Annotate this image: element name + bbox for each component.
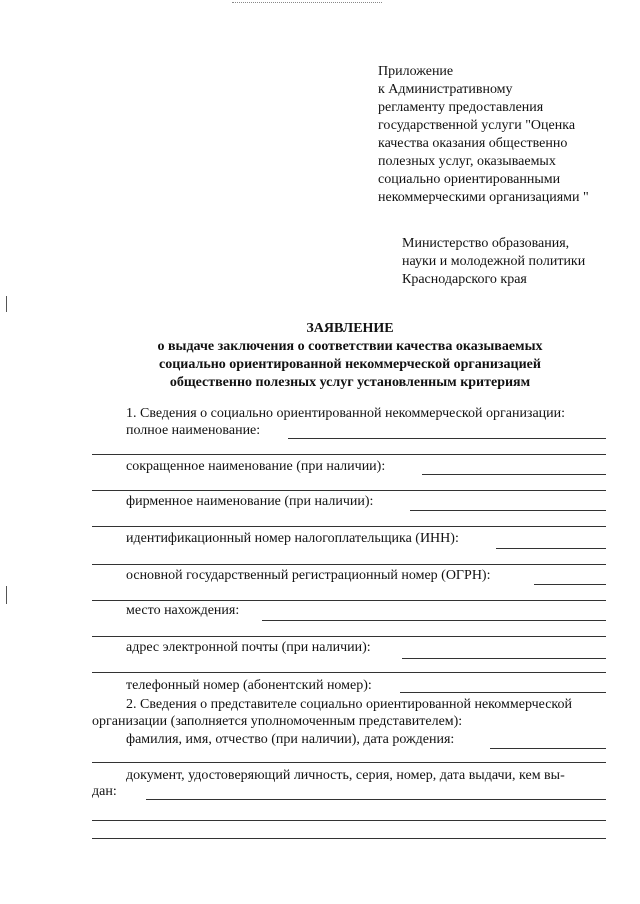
appendix-line: регламенту предоставления bbox=[378, 100, 544, 115]
id-doc-label-continuation: дан: bbox=[92, 784, 117, 799]
inn-label: идентификационный номер налогоплательщика (ИНН): bbox=[126, 531, 459, 546]
appendix-line: качества оказания общественно bbox=[378, 136, 568, 151]
location-label: место нахождения: bbox=[126, 603, 240, 618]
inn-field[interactable] bbox=[496, 548, 606, 549]
addressee-line: науки и молодежной политики bbox=[402, 254, 586, 269]
full-name-continuation-field[interactable] bbox=[92, 454, 606, 455]
location-field[interactable] bbox=[262, 620, 606, 621]
addressee-line: Министерство образования, bbox=[402, 236, 570, 251]
firm-name-continuation-field[interactable] bbox=[92, 526, 606, 527]
appendix-line: государственной услуги "Оценка bbox=[378, 118, 576, 133]
id-doc-continuation-field[interactable] bbox=[92, 820, 606, 821]
ogrn-continuation-field[interactable] bbox=[92, 600, 606, 601]
email-label: адрес электронной почты (при наличии): bbox=[126, 640, 371, 655]
appendix-line: Приложение bbox=[378, 64, 454, 79]
phone-label: телефонный номер (абонентский номер): bbox=[126, 678, 372, 693]
email-continuation-field[interactable] bbox=[92, 672, 606, 673]
scan-top-artifact bbox=[232, 2, 382, 3]
full-name-field[interactable] bbox=[288, 438, 606, 439]
email-field[interactable] bbox=[402, 658, 606, 659]
appendix-line: полезных услуг, оказываемых bbox=[378, 154, 556, 169]
short-name-continuation-field[interactable] bbox=[92, 490, 606, 491]
firm-name-field[interactable] bbox=[410, 510, 606, 511]
appendix-line: к Административному bbox=[378, 82, 513, 97]
appendix-line: некоммерческими организациями " bbox=[378, 190, 589, 205]
scan-margin-mark bbox=[6, 296, 7, 312]
document-subtitle-line: о выдаче заключения о соответствии качества оказываемых bbox=[157, 339, 543, 354]
id-doc-continuation-field[interactable] bbox=[92, 838, 606, 839]
addressee-line: Краснодарского края bbox=[402, 272, 527, 287]
document-title: ЗАЯВЛЕНИЕ bbox=[306, 321, 394, 336]
inn-continuation-field[interactable] bbox=[92, 564, 606, 565]
rep-name-label: фамилия, имя, отчество (при наличии), дата рождения: bbox=[126, 732, 455, 747]
document-subtitle-line: общественно полезных услуг установленным критериям bbox=[169, 375, 531, 390]
ogrn-label: основной государственный регистрационный номер (ОГРН): bbox=[126, 568, 491, 583]
id-doc-label: документ, удостоверяющий личность, серия, номер, дата выдачи, кем вы- bbox=[126, 768, 565, 783]
document-subtitle-line: социально ориентированной некоммерческой организацией bbox=[159, 357, 541, 372]
section2-heading-continuation: организации (заполняется уполномоченным представителем): bbox=[92, 714, 463, 729]
location-continuation-field[interactable] bbox=[92, 636, 606, 637]
firm-name-label: фирменное наименование (при наличии): bbox=[126, 494, 374, 509]
full-name-label: полное наименование: bbox=[126, 423, 261, 438]
rep-name-continuation-field[interactable] bbox=[92, 762, 606, 763]
section1-heading: 1. Сведения о социально ориентированной некоммерческой организации: bbox=[126, 406, 566, 421]
short-name-field[interactable] bbox=[422, 474, 606, 475]
ogrn-field[interactable] bbox=[534, 584, 606, 585]
rep-name-field[interactable] bbox=[490, 748, 606, 749]
phone-field[interactable] bbox=[400, 692, 606, 693]
short-name-label: сокращенное наименование (при наличии): bbox=[126, 459, 386, 474]
scan-margin-mark bbox=[6, 586, 7, 604]
section2-heading: 2. Сведения о представителе социально ориентированной некоммерческой bbox=[126, 697, 572, 712]
id-doc-field[interactable] bbox=[146, 799, 606, 800]
appendix-line: социально ориентированными bbox=[378, 172, 561, 187]
